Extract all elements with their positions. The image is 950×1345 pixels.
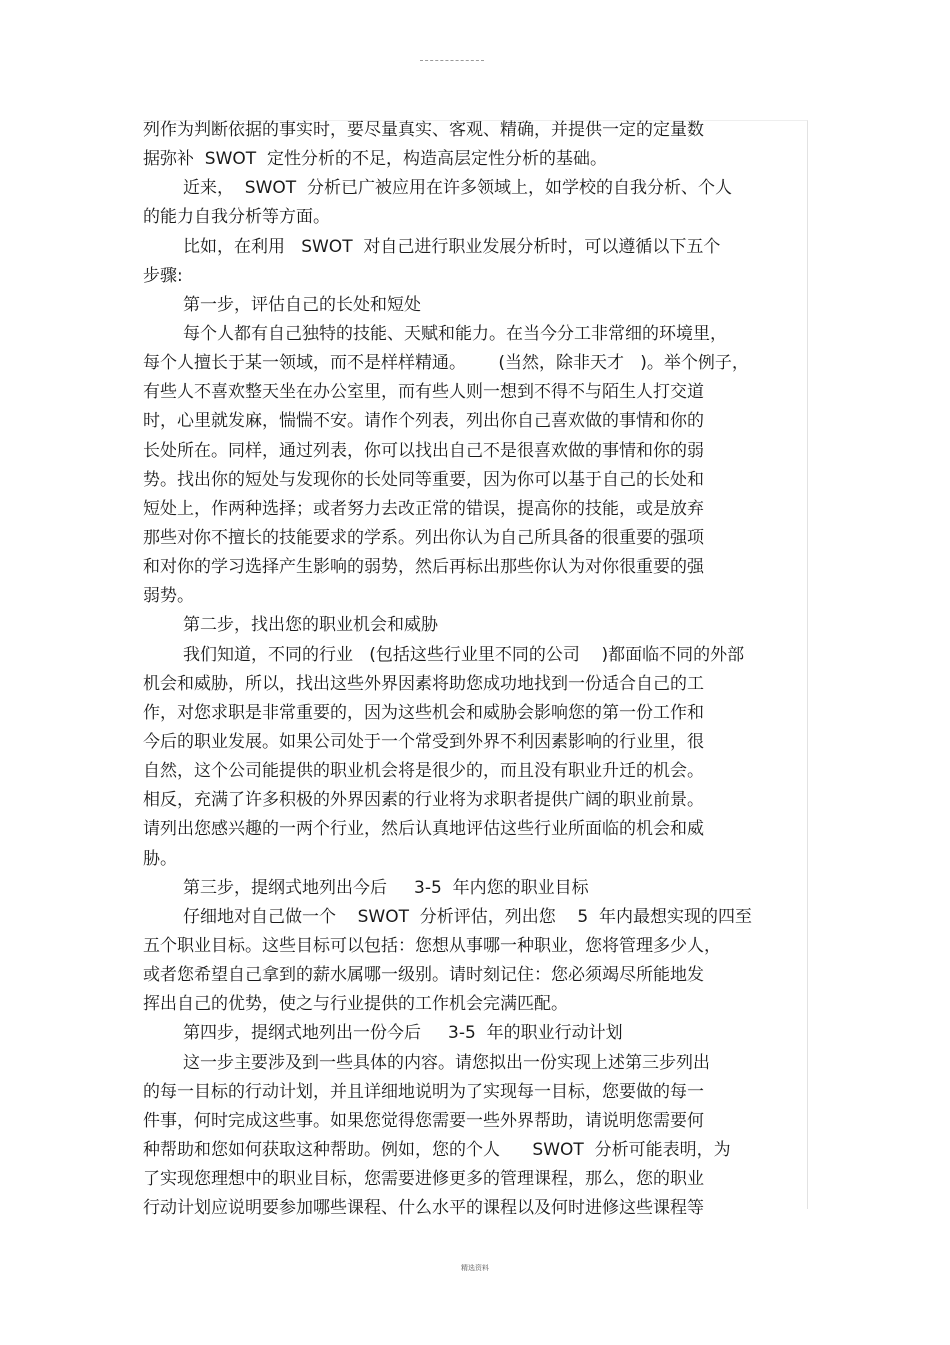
- text-line: 种帮助和您如何获取这种帮助。例如，您的个人 SWOT 分析可能表明，为: [143, 1139, 731, 1160]
- text-line: 的能力自我分析等方面。: [143, 207, 330, 228]
- text-line: 了实现您理想中的职业目标，您需要进修更多的管理课程，那么，您的职业: [143, 1169, 704, 1190]
- text-line: 和对你的学习选择产生影响的弱势，然后再标出那些你认为对你很重要的强: [143, 557, 704, 578]
- text-line: 相反，充满了许多积极的外界因素的行业将为求职者提供广阔的职业前景。: [143, 790, 704, 811]
- text-line: 有些人不喜欢整天坐在办公室里，而有些人则一想到不得不与陌生人打交道: [143, 382, 704, 403]
- header-rule: [420, 60, 484, 61]
- text-line: 或者您希望自己拿到的薪水属哪一级别。请时刻记住：您必须竭尽所能地发: [143, 965, 704, 986]
- text-line: 第三步，提纲式地列出今后 3-5 年内您的职业目标: [183, 877, 589, 898]
- text-line: 行动计划应说明要参加哪些课程、什么水平的课程以及何时进修这些课程等: [143, 1198, 704, 1219]
- text-line: 据弥补 SWOT 定性分析的不足，构造高层定性分析的基础。: [143, 149, 607, 170]
- text-line: 的每一目标的行动计划，并且详细地说明为了实现每一目标，您要做的每一: [143, 1081, 704, 1102]
- text-line: 机会和威胁，所以，找出这些外界因素将助您成功地找到一份适合自己的工: [143, 673, 704, 694]
- text-line: 每个人都有自己独特的技能、天赋和能力。在当今分工非常细的环境里，: [183, 323, 727, 344]
- text-line: 请列出您感兴趣的一两个行业，然后认真地评估这些行业所面临的机会和威: [143, 819, 704, 840]
- text-line: 时，心里就发麻，惴惴不安。请作个列表，列出你自己喜欢做的事情和你的: [143, 411, 704, 432]
- text-line: 自然，这个公司能提供的职业机会将是很少的，而且没有职业升迁的机会。: [143, 761, 704, 782]
- text-line: 第二步，找出您的职业机会和威胁: [183, 615, 438, 636]
- text-line: 势。找出你的短处与发现你的长处同等重要，因为你可以基于自己的长处和: [143, 469, 704, 490]
- document-body: [143, 116, 803, 1223]
- text-line: 今后的职业发展。如果公司处于一个常受到外界不利因素影响的行业里，很: [143, 731, 704, 752]
- text-line: 近来， SWOT 分析已广被应用在许多领域上，如学校的自我分析、个人: [183, 178, 732, 199]
- text-line: 长处所在。同样，通过列表，你可以找出自己不是很喜欢做的事情和你的弱: [143, 440, 704, 461]
- text-line: 件事，何时完成这些事。如果您觉得您需要一些外界帮助，请说明您需要何: [143, 1110, 704, 1131]
- text-line: 五个职业目标。这些目标可以包括：您想从事哪一种职业，您将管理多少人，: [143, 935, 721, 956]
- text-line: 步骤:: [143, 265, 183, 286]
- text-line: 列作为判断依据的事实时，要尽量真实、客观、精确，并提供一定的定量数: [143, 120, 704, 140]
- text-line: 这一步主要涉及到一些具体的内容。请您拟出一份实现上述第三步列出: [183, 1052, 710, 1073]
- page-footer: 精选资料: [461, 1264, 489, 1272]
- text-line: 仔细地对自己做一个 SWOT 分析评估，列出您 5 年内最想实现的四至: [183, 906, 753, 927]
- text-line: 挥出自己的优势，使之与行业提供的工作机会完满匹配。: [143, 994, 568, 1015]
- text-line: 每个人擅长于某一领域，而不是样样精通。 (当然，除非天才 )。举个例子，: [143, 353, 749, 374]
- text-line: 弱势。: [143, 586, 194, 607]
- text-line: 第一步，评估自己的长处和短处: [183, 294, 421, 315]
- text-line: 作，对您求职是非常重要的，因为这些机会和威胁会影响您的第一份工作和: [143, 702, 704, 723]
- text-line: 胁。: [143, 848, 177, 869]
- text-line: 短处上，作两种选择；或者努力去改正常的错误，提高你的技能，或是放弃: [143, 498, 704, 519]
- text-line: 我们知道，不同的行业 (包括这些行业里不同的公司 )都面临不同的外部: [183, 644, 745, 665]
- text-line: 那些对你不擅长的技能要求的学系。列出你认为自己所具备的很重要的强项: [143, 527, 704, 548]
- text-line: 第四步，提纲式地列出一份今后 3-5 年的职业行动计划: [183, 1023, 623, 1044]
- text-line: 比如，在利用 SWOT 对自己进行职业发展分析时，可以遵循以下五个: [183, 236, 721, 257]
